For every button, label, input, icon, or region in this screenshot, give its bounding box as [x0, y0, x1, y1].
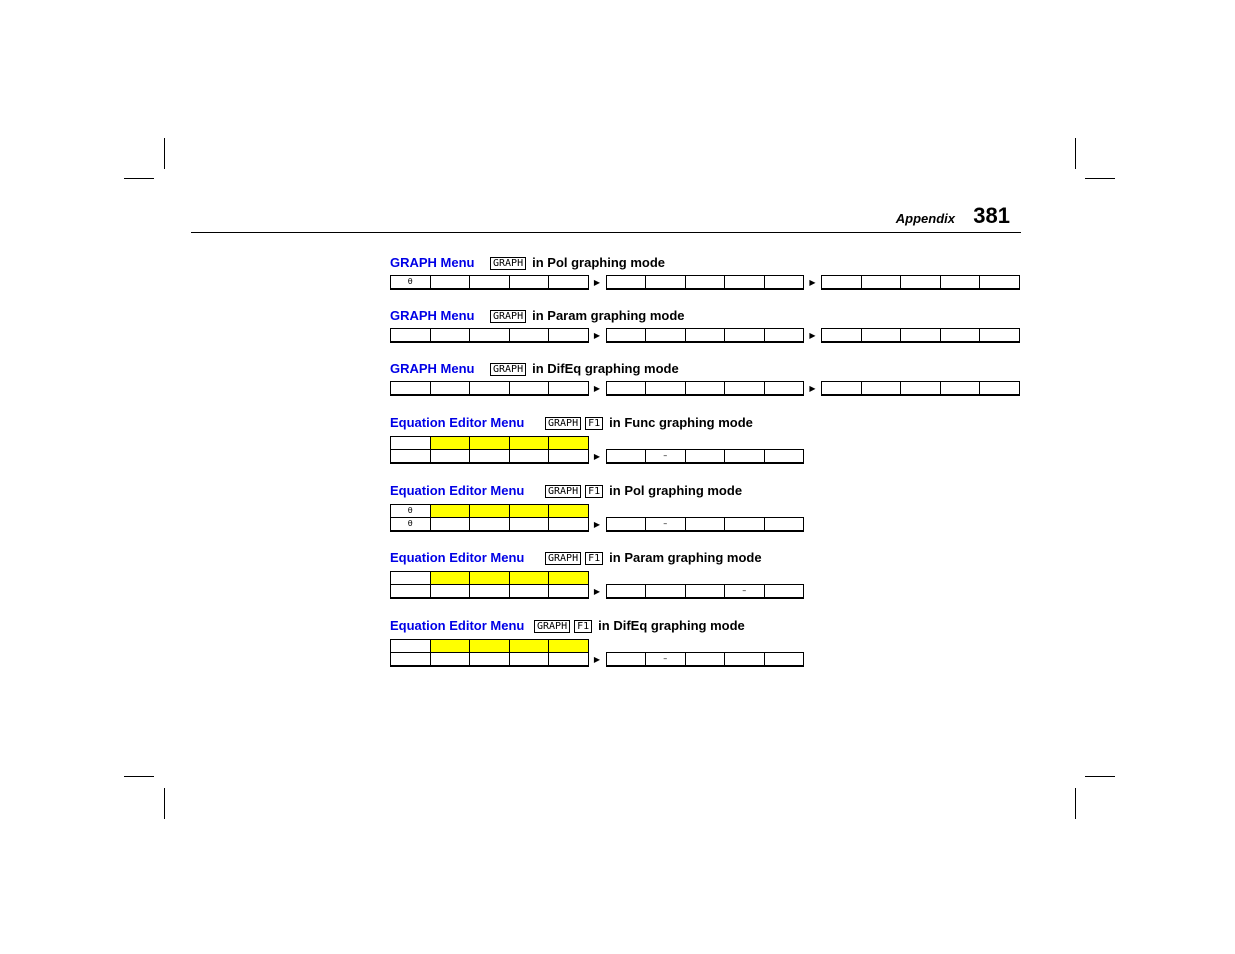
menu-cell[interactable]: [686, 450, 726, 462]
menu-group: [390, 584, 589, 599]
highlight-cell: [510, 505, 550, 517]
menu-cell[interactable]: θ: [391, 518, 431, 530]
crop-mark: [124, 776, 154, 777]
menu-cell[interactable]: [391, 382, 431, 394]
menu-cell[interactable]: [431, 276, 471, 288]
more-arrow-icon: ▶: [593, 384, 601, 393]
menu-cell[interactable]: [980, 276, 1019, 288]
highlight-cell: [431, 640, 471, 652]
crop-mark: [164, 788, 165, 819]
editor-top-row: [390, 571, 589, 584]
menu-cell[interactable]: [549, 450, 588, 462]
menu-cell[interactable]: [822, 329, 862, 341]
menu-cell[interactable]: [686, 518, 726, 530]
header-rule: [191, 232, 1021, 233]
key-sequence: [545, 550, 762, 565]
menu-group: [821, 275, 1020, 290]
menu-cell[interactable]: [549, 382, 588, 394]
menu-cell[interactable]: [607, 382, 647, 394]
menu-group: [606, 328, 805, 343]
highlight-cell: [510, 437, 550, 449]
menu-cell[interactable]: [941, 276, 981, 288]
crop-mark: [164, 138, 165, 169]
crop-mark: [124, 178, 154, 179]
menu-cell[interactable]: [549, 329, 588, 341]
f1-key: F1: [585, 552, 603, 565]
menu-cell[interactable]: [725, 653, 765, 665]
menu-cell[interactable]: [765, 585, 804, 597]
mode-description: in DifEq graphing mode: [532, 361, 679, 376]
key-sequence: [545, 415, 753, 430]
section-title: Appendix: [895, 211, 955, 226]
menu-cell[interactable]: –: [725, 585, 765, 597]
menu-group: [606, 449, 805, 464]
menu-cell[interactable]: [862, 382, 902, 394]
menu-row: [390, 517, 804, 532]
more-arrow-icon: ▶: [593, 587, 601, 596]
highlight-cell: [549, 572, 588, 584]
highlight-cell: [510, 572, 550, 584]
menu-cell[interactable]: [510, 276, 550, 288]
menu-cell[interactable]: [765, 450, 804, 462]
menu-cell[interactable]: [549, 653, 588, 665]
menu-cell[interactable]: [431, 450, 471, 462]
highlight-cell: [549, 505, 588, 517]
menu-cell[interactable]: [549, 585, 588, 597]
highlight-cell: [431, 505, 471, 517]
menu-cell[interactable]: [941, 382, 981, 394]
menu-title: Equation Editor Menu: [390, 415, 525, 430]
menu-cell[interactable]: [391, 572, 431, 584]
mode-description: in Param graphing mode: [532, 308, 685, 323]
menu-cell[interactable]: [941, 329, 981, 341]
key-sequence: [545, 483, 742, 498]
menu-cell[interactable]: [646, 585, 686, 597]
menu-group: [821, 328, 1020, 343]
menu-cell[interactable]: [470, 653, 510, 665]
menu-row: [390, 328, 1020, 343]
menu-cell[interactable]: [431, 653, 471, 665]
menu-cell[interactable]: [607, 450, 647, 462]
menu-group: [606, 381, 805, 396]
menu-title: Equation Editor Menu: [390, 550, 525, 565]
key-sequence: [534, 618, 745, 633]
highlight-cell: [470, 572, 510, 584]
menu-group: [606, 652, 805, 667]
menu-cell[interactable]: [862, 276, 902, 288]
menu-cell[interactable]: [862, 329, 902, 341]
menu-cell[interactable]: [510, 382, 550, 394]
menu-row: [390, 449, 804, 464]
menu-cell[interactable]: [901, 276, 941, 288]
more-arrow-icon: ▶: [809, 331, 816, 340]
editor-top-row: [390, 436, 589, 449]
menu-cell[interactable]: [470, 518, 510, 530]
more-arrow-icon: ▶: [593, 331, 601, 340]
menu-cell[interactable]: [686, 653, 726, 665]
menu-cell[interactable]: [725, 329, 765, 341]
crop-mark: [1085, 178, 1115, 179]
crop-mark: [1075, 138, 1076, 169]
menu-cell[interactable]: [470, 585, 510, 597]
mode-description: in Pol graphing mode: [532, 255, 665, 270]
menu-row: [390, 381, 1020, 396]
menu-cell[interactable]: [607, 518, 647, 530]
menu-title: Equation Editor Menu: [390, 483, 525, 498]
menu-group: [821, 381, 1020, 396]
menu-cell[interactable]: [646, 382, 686, 394]
menu-group: [606, 584, 805, 599]
menu-title: GRAPH Menu: [390, 255, 475, 270]
menu-cell[interactable]: [686, 585, 726, 597]
menu-group: [606, 275, 805, 290]
menu-cell[interactable]: [391, 585, 431, 597]
graph-key: GRAPH: [490, 363, 526, 376]
menu-cell[interactable]: [646, 329, 686, 341]
menu-cell[interactable]: θ: [391, 505, 431, 517]
graph-key: GRAPH: [545, 485, 581, 498]
menu-cell[interactable]: [391, 450, 431, 462]
menu-cell[interactable]: [607, 653, 647, 665]
menu-cell[interactable]: [549, 276, 588, 288]
menu-cell[interactable]: [391, 329, 431, 341]
menu-cell[interactable]: [510, 329, 550, 341]
key-sequence: [490, 308, 685, 323]
menu-cell[interactable]: θ: [391, 276, 431, 288]
mode-description: in Func graphing mode: [609, 415, 753, 430]
highlight-cell: [510, 640, 550, 652]
highlight-cell: [470, 505, 510, 517]
menu-cell[interactable]: [607, 585, 647, 597]
menu-cell[interactable]: [765, 518, 804, 530]
more-arrow-icon: ▶: [593, 655, 601, 664]
menu-cell[interactable]: [391, 653, 431, 665]
menu-group: [390, 328, 589, 343]
page-number: 381: [973, 203, 1010, 228]
menu-cell[interactable]: [765, 329, 804, 341]
menu-row: [390, 652, 804, 667]
highlight-cell: [549, 437, 588, 449]
menu-cell[interactable]: [725, 450, 765, 462]
menu-group: [390, 381, 589, 396]
crop-mark: [1075, 788, 1076, 819]
crop-mark: [1085, 776, 1115, 777]
f1-key: F1: [574, 620, 592, 633]
highlight-cell: [431, 437, 471, 449]
key-sequence: [490, 361, 679, 376]
menu-cell[interactable]: [549, 518, 588, 530]
menu-cell[interactable]: [901, 382, 941, 394]
menu-cell[interactable]: [980, 382, 1019, 394]
menu-cell[interactable]: [510, 450, 550, 462]
menu-group: [390, 449, 589, 464]
menu-cell[interactable]: –: [646, 653, 686, 665]
menu-cell[interactable]: –: [646, 518, 686, 530]
graph-key: GRAPH: [490, 257, 526, 270]
menu-cell[interactable]: [607, 329, 647, 341]
graph-key: GRAPH: [545, 552, 581, 565]
more-arrow-icon: ▶: [593, 278, 601, 287]
menu-cell[interactable]: [686, 276, 726, 288]
menu-cell[interactable]: [510, 585, 550, 597]
mode-description: in Param graphing mode: [609, 550, 762, 565]
menu-cell[interactable]: [725, 518, 765, 530]
menu-cell[interactable]: [431, 518, 471, 530]
menu-cell[interactable]: [765, 382, 804, 394]
f1-key: F1: [585, 485, 603, 498]
editor-top-row: [390, 504, 589, 517]
menu-cell[interactable]: [822, 382, 862, 394]
menu-cell[interactable]: [510, 653, 550, 665]
menu-cell[interactable]: [470, 329, 510, 341]
highlight-cell: [549, 640, 588, 652]
menu-cell[interactable]: [607, 276, 647, 288]
mode-description: in Pol graphing mode: [609, 483, 743, 498]
more-arrow-icon: ▶: [593, 520, 601, 529]
highlight-cell: [431, 572, 471, 584]
more-arrow-icon: ▶: [593, 452, 601, 461]
menu-cell[interactable]: [470, 450, 510, 462]
menu-cell[interactable]: [686, 382, 726, 394]
highlight-cell: [470, 640, 510, 652]
menu-cell[interactable]: [725, 276, 765, 288]
menu-group: [606, 517, 805, 532]
graph-key: GRAPH: [545, 417, 581, 430]
menu-title: Equation Editor Menu: [390, 618, 525, 633]
menu-cell[interactable]: [431, 382, 471, 394]
menu-cell[interactable]: [646, 276, 686, 288]
menu-cell[interactable]: [391, 640, 431, 652]
menu-cell[interactable]: [822, 276, 862, 288]
menu-cell[interactable]: [901, 329, 941, 341]
menu-cell[interactable]: [725, 382, 765, 394]
graph-key: GRAPH: [490, 310, 526, 323]
more-arrow-icon: ▶: [809, 278, 816, 287]
menu-cell[interactable]: [510, 518, 550, 530]
menu-group: [390, 275, 589, 290]
menu-group: [390, 517, 589, 532]
menu-cell[interactable]: [686, 329, 726, 341]
menu-title: GRAPH Menu: [390, 361, 475, 376]
menu-row: [390, 275, 1020, 290]
menu-cell[interactable]: –: [646, 450, 686, 462]
menu-cell[interactable]: [470, 276, 510, 288]
menu-cell[interactable]: [431, 329, 471, 341]
menu-cell[interactable]: [765, 276, 804, 288]
mode-description: in DifEq graphing mode: [598, 618, 745, 633]
menu-cell[interactable]: [980, 329, 1019, 341]
highlight-cell: [470, 437, 510, 449]
menu-row: [390, 584, 804, 599]
menu-title: GRAPH Menu: [390, 308, 475, 323]
menu-group: [390, 652, 589, 667]
f1-key: F1: [585, 417, 603, 430]
editor-top-row: [390, 639, 589, 652]
menu-cell[interactable]: [431, 585, 471, 597]
menu-cell[interactable]: [470, 382, 510, 394]
key-sequence: [490, 255, 665, 270]
graph-key: GRAPH: [534, 620, 570, 633]
menu-cell[interactable]: [765, 653, 804, 665]
menu-cell[interactable]: [391, 437, 431, 449]
more-arrow-icon: ▶: [809, 384, 816, 393]
